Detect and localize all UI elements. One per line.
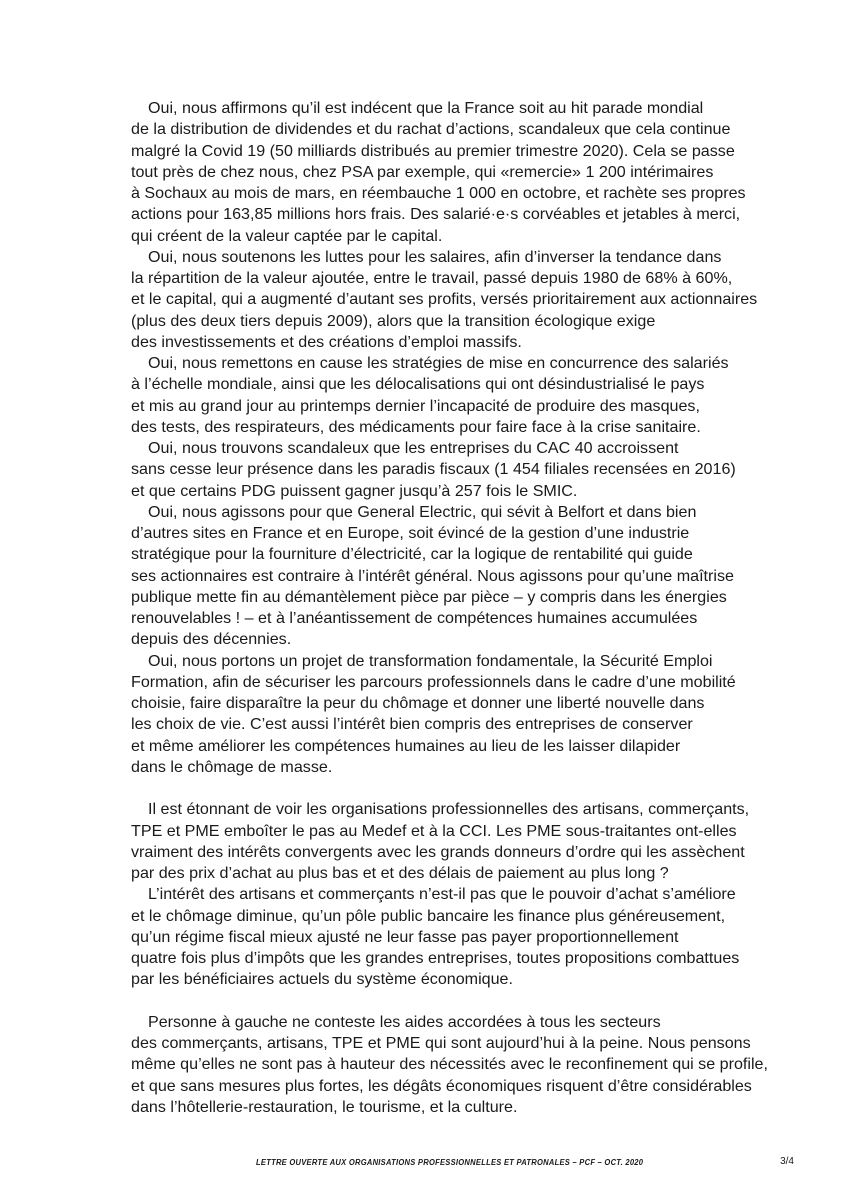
text-line: et que sans mesures plus fortes, les dégâts économiques risquent d’être considérables [131, 1076, 752, 1095]
paragraph [131, 1012, 811, 1118]
text-section [131, 1012, 811, 1118]
text-line: ses actionnaires est contraire à l’intérêt général. Nous agissons pour qu’une maîtrise [131, 566, 734, 585]
text-line: qu’un régime fiscal mieux ajusté ne leur fasse pas payer proportionnellement [131, 927, 679, 946]
paragraph [131, 799, 811, 884]
text-line: sans cesse leur présence dans les paradis fiscaux (1 454 filiales recensées en 2016) [131, 460, 736, 479]
text-line: et mis au grand jour au printemps dernier l’incapacité de produire des masques, [131, 396, 700, 415]
paragraph [131, 98, 811, 247]
text-line: quatre fois plus d’impôts que les grandes entreprises, toutes propositions combattues [131, 949, 740, 967]
text-line: et que certains PDG puissent gagner jusqu’à 257 fois le SMIC. [131, 481, 578, 500]
text-section [131, 799, 811, 990]
document-body [131, 98, 811, 1118]
text-line: les choix de vie. C’est aussi l’intérêt bien compris des entreprises de conserver [131, 715, 693, 734]
paragraph [131, 651, 811, 779]
text-line: Personne à gauche ne conteste les aides accordées à tous les secteurs [148, 1012, 661, 1031]
text-line: Oui, nous soutenons les luttes pour les salaires, afin d’inverser la tendance dans [148, 247, 722, 266]
section-spacer [131, 991, 811, 1012]
text-line: depuis des décennies. [131, 630, 292, 649]
text-line: L’intérêt des artisans et commerçants n’est-il pas que le pouvoir d’achat s’améliore [148, 885, 736, 904]
text-line: Oui, nous portons un projet de transformation fondamentale, la Sécurité Emploi [148, 651, 713, 670]
paragraph [131, 247, 811, 353]
text-line: par les bénéficiaires actuels du système économique. [131, 970, 513, 989]
text-line: actions pour 163,85 millions hors frais. Des salarié·e·s corvéables et jetables à merci, [131, 205, 741, 224]
text-line: qui créent de la valeur captée par le capital. [131, 226, 443, 245]
text-line: à l’échelle mondiale, ainsi que les délocalisations qui ont désindustrialisé le pays [131, 375, 705, 394]
text-line: Oui, nous trouvons scandaleux que les entreprises du CAC 40 accroissent [148, 439, 679, 457]
text-line: Il est étonnant de voir les organisations professionnelles des artisans, commerçants, [148, 800, 750, 819]
text-line: la répartition de la valeur ajoutée, entre le travail, passé depuis 1980 de 68% à 60%, [131, 269, 733, 287]
text-line: choisie, faire disparaître la peur du chômage et donner une liberté nouvelle dans [131, 694, 705, 712]
text-line: malgré la Covid 19 (50 milliards distribués au premier trimestre 2020). Cela se passe [131, 141, 735, 160]
text-line: de la distribution de dividendes et du rachat d’actions, scandaleux que cela continue [131, 120, 731, 139]
paragraph [131, 353, 811, 438]
text-line: d’autres sites en France et en Europe, soit évincé de la gestion d’une industrie [131, 524, 690, 542]
text-line: et le chômage diminue, qu’un pôle public bancaire les finance plus généreusement, [131, 906, 726, 925]
text-line: des tests, des respirateurs, des médicaments pour faire face à la crise sanitaire. [131, 417, 701, 436]
text-line: à Sochaux au mois de mars, en réembauche 1 000 en octobre, et rachète ses propres [131, 184, 746, 202]
text-line: et le capital, qui a augmenté d’autant ses profits, versés prioritairement aux actionnaires [131, 290, 758, 309]
text-line: dans le chômage de masse. [131, 757, 333, 776]
text-line: vraiment des intérêts convergents avec les grands donneurs d’ordre qui les assèchent [131, 842, 745, 861]
text-section [131, 98, 811, 778]
text-line: et même améliorer les compétences humaines au lieu de les laisser dilapider [131, 736, 681, 755]
text-line: publique mette fin au démantèlement pièce par pièce – y compris dans les énergies [131, 587, 727, 606]
paragraph [131, 884, 811, 990]
text-line: tout près de chez nous, chez PSA par exemple, qui «remercie» 1 200 intérimaires [131, 162, 714, 181]
text-line: même qu’elles ne sont pas à hauteur des nécessités avec le reconfinement qui se profile, [131, 1055, 768, 1074]
text-line: (plus des deux tiers depuis 2009), alors que la transition écologique exige [131, 311, 656, 330]
text-line: Oui, nous agissons pour que General Electric, qui sévit à Belfort et dans bien [148, 502, 697, 521]
paragraph [131, 438, 811, 502]
text-line: renouvelables ! – et à l’anéantissement de compétences humaines accumulées [131, 609, 698, 627]
section-spacer [131, 778, 811, 799]
page-footer [0, 1157, 849, 1173]
text-line: dans l’hôtellerie-restauration, le tourisme, et la culture. [131, 1097, 518, 1116]
text-line: Oui, nous affirmons qu’il est indécent que la France soit au hit parade mondial [148, 99, 704, 117]
text-line: Oui, nous remettons en cause les stratégies de mise en concurrence des salariés [148, 354, 729, 372]
text-line: TPE et PME emboîter le pas au Medef et à la CCI. Les PME sous-traitantes ont-elles [131, 821, 737, 840]
paragraph [131, 502, 811, 651]
page-number: 3/4 [780, 1156, 794, 1167]
text-line: stratégique pour la fourniture d’électricité, car la logique de rentabilité qui guide [131, 545, 693, 564]
footer-title: LETTRE OUVERTE AUX ORGANISATIONS PROFESSIONNELLES ET PATRONALES – PCF – OCT. 2020 [256, 1157, 644, 1167]
text-line: Formation, afin de sécuriser les parcours professionnels dans le cadre d’une mobilité [131, 672, 736, 691]
text-line: des commerçants, artisans, TPE et PME qui sont aujourd’hui à la peine. Nous pensons [131, 1034, 751, 1052]
text-line: des investissements et des créations d’emploi massifs. [131, 332, 522, 351]
text-line: par des prix d’achat au plus bas et et des délais de paiement au plus long ? [131, 864, 669, 882]
